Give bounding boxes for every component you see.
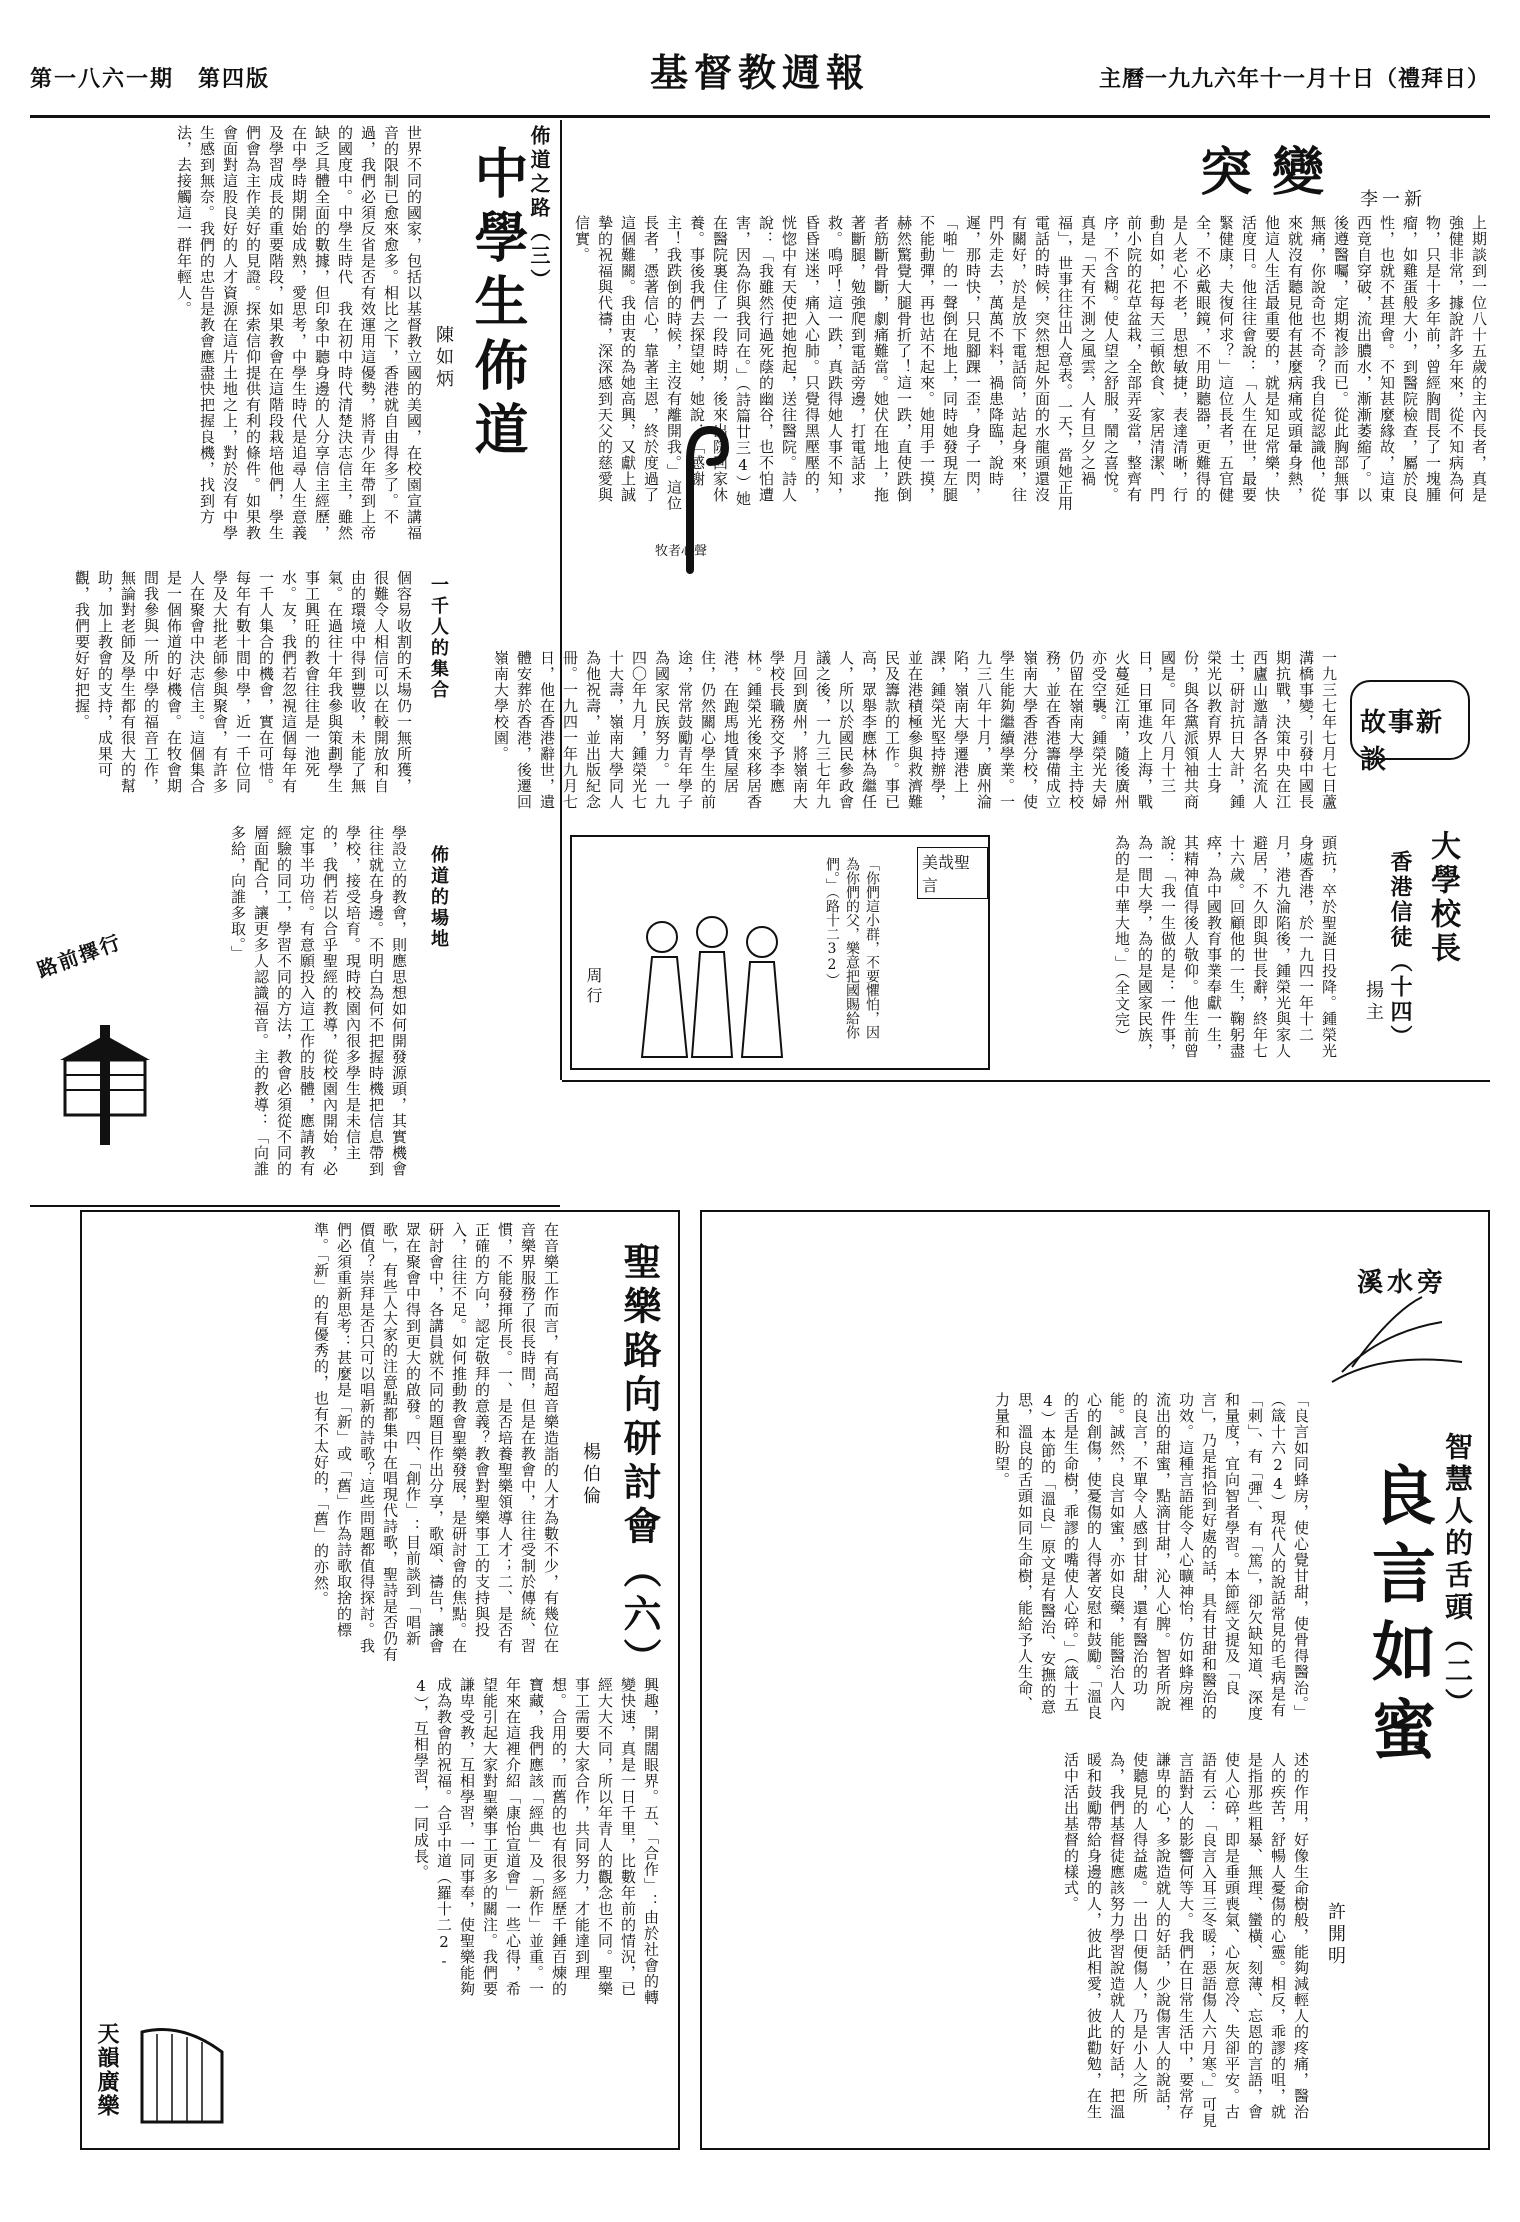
- row-divider-left: [30, 1205, 560, 1207]
- article-wisdom-title: 良言如蜜: [1361, 1462, 1436, 1774]
- article-story-body-2: 頭抗，卒於聖誕日投降。鍾榮光身處香港，於一九四一年十二月，港九淪陷後，鍾榮光與家人避居，不久即與世長辭，終年七十六歲。回顧他的一生，鞠躬盡瘁，為中國教育事業奉獻一生，其精神值得後人敬仰。他生前曾說：「我一生做的是：一件事，為一間大學，為的是國家民族，為的是中華大地。」（全文完）: [1113, 835, 1338, 1059]
- article-story-author: 揚主: [1363, 980, 1384, 1024]
- article-story-subtitle: 香港信徒（十四）: [1387, 850, 1413, 1050]
- article-wisdom: [700, 1210, 1490, 2150]
- article-change-body: 上期談到一位八十五歲的主內長者，真是強健非常，據說許多年來，從不知病為何物，只是十多年前，曾經胸間長了一塊腫瘤，如雞蛋般大小，到醫院檢查，屬於良性，也就不甚理會。不知甚麼緣故，這東西竟自穿破，流出膿水，漸漸萎縮了。以後遵醫囑，定期複診而已。從此胸部無事無痛，你說奇也不奇？我自從認識他，從來就沒有聽見他有甚麼病痛或頭暈身熱，他這人生活最重要的，就是知足常樂，快活度日。他往往會說：「人生在世，最要緊健康，夫復何求？」這位長者，五官健全，不必戴眼鏡，不用助聽器，更難得的是人老心不老，思想敏捷，表達清晰，行動自如，把每天三頓飲食、家居清潔、門前小院的花草盆栽，全部弄妥當，整齊有序，不含糊。使人望之舒服，鬧之喜悅。真是「天有不測之風雲，人有旦夕之禍福」，世事往往出人意表。一天，當她正用電話的時候，突然想起外面的水龍頭還沒有關好，於是放下電話筒，站起身來，往門外走去，萬萬不料，禍患降臨，說時遲，那時快，只見腳踝一歪，身子一閃，「啪」的一聲倒在地上，同時她發現左腿不能動彈，再也站不起來。她用手一摸，赫然驚覺大腿骨折了！這一跌，直使跌倒者筋斷骨斷，劇痛難當。她伏在地上，拖著斷腿，勉強爬到電話旁邊，打電話求救。鳴呼！這一跌，真跌得她人事不知，昏昏迷迷，痛入心肺。只覺得黑壓壓的，恍惚中有天使把她抱起，送往醫院。詩人說：「我雖然行過死蔭的幽谷，也不怕遭害，因為你與我同在。」（詩篇廿三4）她在醫院裏住了一段時期，後來出院回家休養。事後我們去探望她，她說：「感謝主！我跌倒的時候，主沒有離開我。」這位長者，憑著信心，靠著主恩，終於度過了這個難關。我由衷的為她高興，又獻上誠摯的祝福與代禱，深深感到天父的慈愛與信實。: [573, 215, 1488, 512]
- article-story-body: 一九三七年七月七日蘆溝橋事變，引發中國長期抗戰，決策中央在江西廬山邀請各界名流人士，研討抗日大計，鍾榮光以教育界人士身份，與各黨派領袖共商國是。同年八月十三日，日軍進攻上海，戰火蔓延江南，隨後廣州亦受空襲。鍾榮光夫婦仍留在嶺南大學主持校務，並在香港籌備成立嶺南大學香港分校，使學生能夠繼續學業。一九三八年十月，廣州淪陷，嶺南大學遷港上課，鍾榮光堅持辦學，並在港積極參與救濟難民及籌款的工作。事已高，眾舉李應林為繼任人，所以於國民參政會議之後，一九三七年九月回到廣州，將嶺南大學校長職務交予李應林。鍾榮光後來移居香港，在跑馬地賃屋居住，仍然關心學生的前途，常常鼓勵青年學子為國家民族努力。一九四〇年九月，鍾榮光七十大壽，嶺南大學同人為他祝壽，並出版紀念冊。一九四一年九月七日，他在香港辭世，遺體安葬於香港，後遷回嶺南大學校園。: [492, 650, 1338, 810]
- issue-date: 主曆一九九六年十一月十日（禮拜日）: [1098, 66, 1490, 92]
- article-student-body: 世界不同的國家，包括以基督教立國的美國，在校園宣講福音的限制已愈來愈多。相比之下，香港就自由得多了。不過，我們必須反省是否有效運用這優勢，將青少年帶到上帝的國度中。中學生時代 我在初中時代清楚決志信主，雖然缺乏具體全面的數據，但印象中聽身邊的人分享信主經歷，在中學時期開始成熟，愛思考，中學生時代是追尋人生意義及學習成長的重要階段，如果教會在這階段栽培他們，學生們會為主作美好的見證。探索信仰提供有利的條件。如果教會面對這股良好的人才資源在這片土地之上，對於沒有中學生感到無奈。我們的忠告是教會應盡快把握良機，找到方法，去接觸這一群年輕人。: [175, 125, 423, 541]
- signpost-icon: [50, 965, 160, 1145]
- masthead-title: 基督教週報: [649, 50, 870, 95]
- article-change: [570, 125, 1490, 512]
- page-number-label: 第一八六一期 第四版: [30, 66, 271, 92]
- reed-icon: [1322, 1292, 1472, 1392]
- article-student-author: 陳如炳: [433, 325, 454, 391]
- article-music-body: 在音樂工作而言，有高超音樂造詣的人才為數不少，有幾位在音樂界服務了很長時間，但是在教會中，往往受制於傳統、習慣，不能發揮所長。一、是否培養聖樂領導人才；二、是否有正確的方向，認定敬拜的意義？教會對聖樂事工的支持與投入，往往不足。如何推動教會聖樂發展，是研討會的焦點。在研討會中，各講員就不同的題目作出分享，歌頌、禱告，讓會眾在聚會中得到更大的啟發。四、「創作」：目前談到「唱新歌」，有些人大家的注意點都集中在唱現代詩歌，聖詩是否仍有價值？崇拜是否只可以唱新的詩歌？這些問題都值得探討。我們必須重新思考：甚麼是「新」或「舊」作為詩歌取捨的標準。「新」的有優秀的，也有不太好的，「舊」的亦然。: [312, 1222, 560, 1663]
- section-badge-wisdom: 溪水旁: [1357, 1268, 1448, 1298]
- article-music-author: 楊伯倫: [580, 1442, 601, 1508]
- section-badge-story: [1350, 680, 1470, 775]
- shepherd-logo-text: 牧者心聲: [655, 544, 708, 559]
- article-student-subheading-2: 佈道的場地: [428, 845, 449, 950]
- illustration-author: 周行: [584, 967, 603, 1007]
- article-wisdom-series: 智慧人的舌頭（二）: [1441, 1432, 1474, 1720]
- harp-icon: [122, 2012, 242, 2132]
- row-divider-right: [562, 1080, 1490, 1082]
- article-student: [30, 125, 555, 1195]
- article-music-title: 聖樂路向研討會（六）: [617, 1242, 662, 1682]
- header-rule: [30, 115, 1490, 118]
- article-story: [492, 650, 1490, 1080]
- column-divider: [560, 120, 562, 1080]
- article-change-author: 李一新: [1360, 189, 1426, 210]
- article-wisdom-body: 「良言如同蜂房，使心覺甘甜，使骨得醫治。」（箴十六24）現代人的說話常見的毛病是有「刺」、有「彈」、有「篤」，卻欠缺知道、深度和量度，宜向智者學習。本節經文提及「良言」，乃是指恰到好處的話，具有甘甜和醫治的功效。這種言語能令人心曠神怡，仿如蜂房裡流出的甜蜜，點滴甘甜，沁人心脾。智者所說的良言，不單令人感到甘甜，還有醫治的功能。誠然，良言如蜜，亦如良藥，能醫治人內心的創傷，使憂傷的人得著安慰和鼓勵。「溫良的舌是生命樹，乖謬的嘴使人心碎。」（箴十五4）本節的「溫良」原文是有醫治、安撫的意思，溫良的舌頭如同生命樹，能給予人生命、力量和盼望。: [993, 1392, 1310, 1722]
- illustration-box: [570, 835, 990, 1070]
- article-music: [80, 1210, 680, 2150]
- page-header: [30, 40, 1490, 112]
- bible-verse-box: 「你們這小群，不要懼怕，因為你們的父，樂意把國賜給你們。」（路十二32）: [824, 857, 880, 1039]
- article-student-body-3: 學設立的教會，則應思想如何開發源頭，其實機會往往就在身邊。不明白為何不把握時機把信息帶到學校，接受培育。現時校園內很多學生是未信主的，我們若以合乎聖經的教導，從校園內開始，必定事半功倍。有意願投入這工作的肢體，應請教有經驗的同工，學習不同的方法，教會必須從不同的層面配合，讓更多人認識福音。主的教導：「向誰多給，向誰多取。」: [229, 825, 408, 1177]
- article-music-body-2: 興趣，開闊眼界。五、「合作」：由於社會的轉變快速，真是一日千里，比數年前的情況，已經大大不同，所以年青人的觀念也不同。聖樂事工需要大家合作，共同努力，才能達到理想。合用的，而舊的也有很多經歷千錘百煉的寶藏，我們應該「經典」及「新作」並重。一年來在這裡介紹「康怡宣道會」一些心得，希望能引起大家對聖樂事工更多的關注。我們要謙卑受教，互相學習，一同事奉，使聖樂能夠成為教會的祝福。合乎中道（羅十二2-4），互相學習，一同成長。: [412, 1677, 660, 2006]
- article-wisdom-body-2: 述的作用，好像生命樹般，能夠減輕人的疼痛，醫治人的疾苦，舒暢人憂傷的心靈。相反，乖謬的咀，就是指那些粗暴、無理、蠻橫、刻薄、忘恩的言語，會使人心碎，即是垂頭喪氣、心灰意冷、失卻平安。古語有云：「良言入耳三冬暖；惡語傷人六月寒。」可見言語對人的影響何等大。我們在日常生活中，要常存謙卑的心，多說造就人的好話，少說傷害人的說話，使聽見的人得益處。一出口便傷人，乃是小人之所為，我們基督徒應該努力學習說造就人的好話，把溫暖和鼓勵帶給身邊的人，彼此相愛，彼此勸勉，在生活中活出基督的樣式。: [1062, 1752, 1310, 2129]
- article-student-title: 中學生佈道: [466, 145, 530, 465]
- article-student-subheading-1: 一千人的集合: [428, 575, 449, 701]
- article-student-series: 佈道之路（三）: [527, 125, 551, 293]
- article-student-body-2: 個容易收割的禾場仍一無所獲，很難令人相信可以在較開放和自由的環境中得到豐收，未能了無氣。在過往十年我參與策劃學生事工興旺的教會往往是一池死水。友，我們若忽視這個每年有一千人集合的機會，實在可惜。每年有數十間中學，近一千位同學及大批老師參與聚會，有許多人在聚會中決志信主。這個集合是一個佈道的好機會。在牧會期間我參與一所中學的福音工作，無論對老師及學生都有很大的幫助，加上教會的支持，成果可觀，我們要好好把握。: [73, 570, 413, 794]
- signpost-logo-text: 路前擇行: [34, 929, 125, 983]
- crowd-illustration-icon: [622, 897, 812, 1057]
- illustration-label: 美哉聖言: [917, 847, 988, 899]
- article-wisdom-author: 許開明: [1325, 1902, 1346, 1968]
- music-logo-text: 天韻廣樂: [94, 2022, 120, 2118]
- section-badge-story-text: 故事新談: [1360, 708, 1445, 775]
- article-story-title: 大學校長: [1425, 830, 1460, 966]
- article-change-title: 突變: [1200, 142, 1345, 203]
